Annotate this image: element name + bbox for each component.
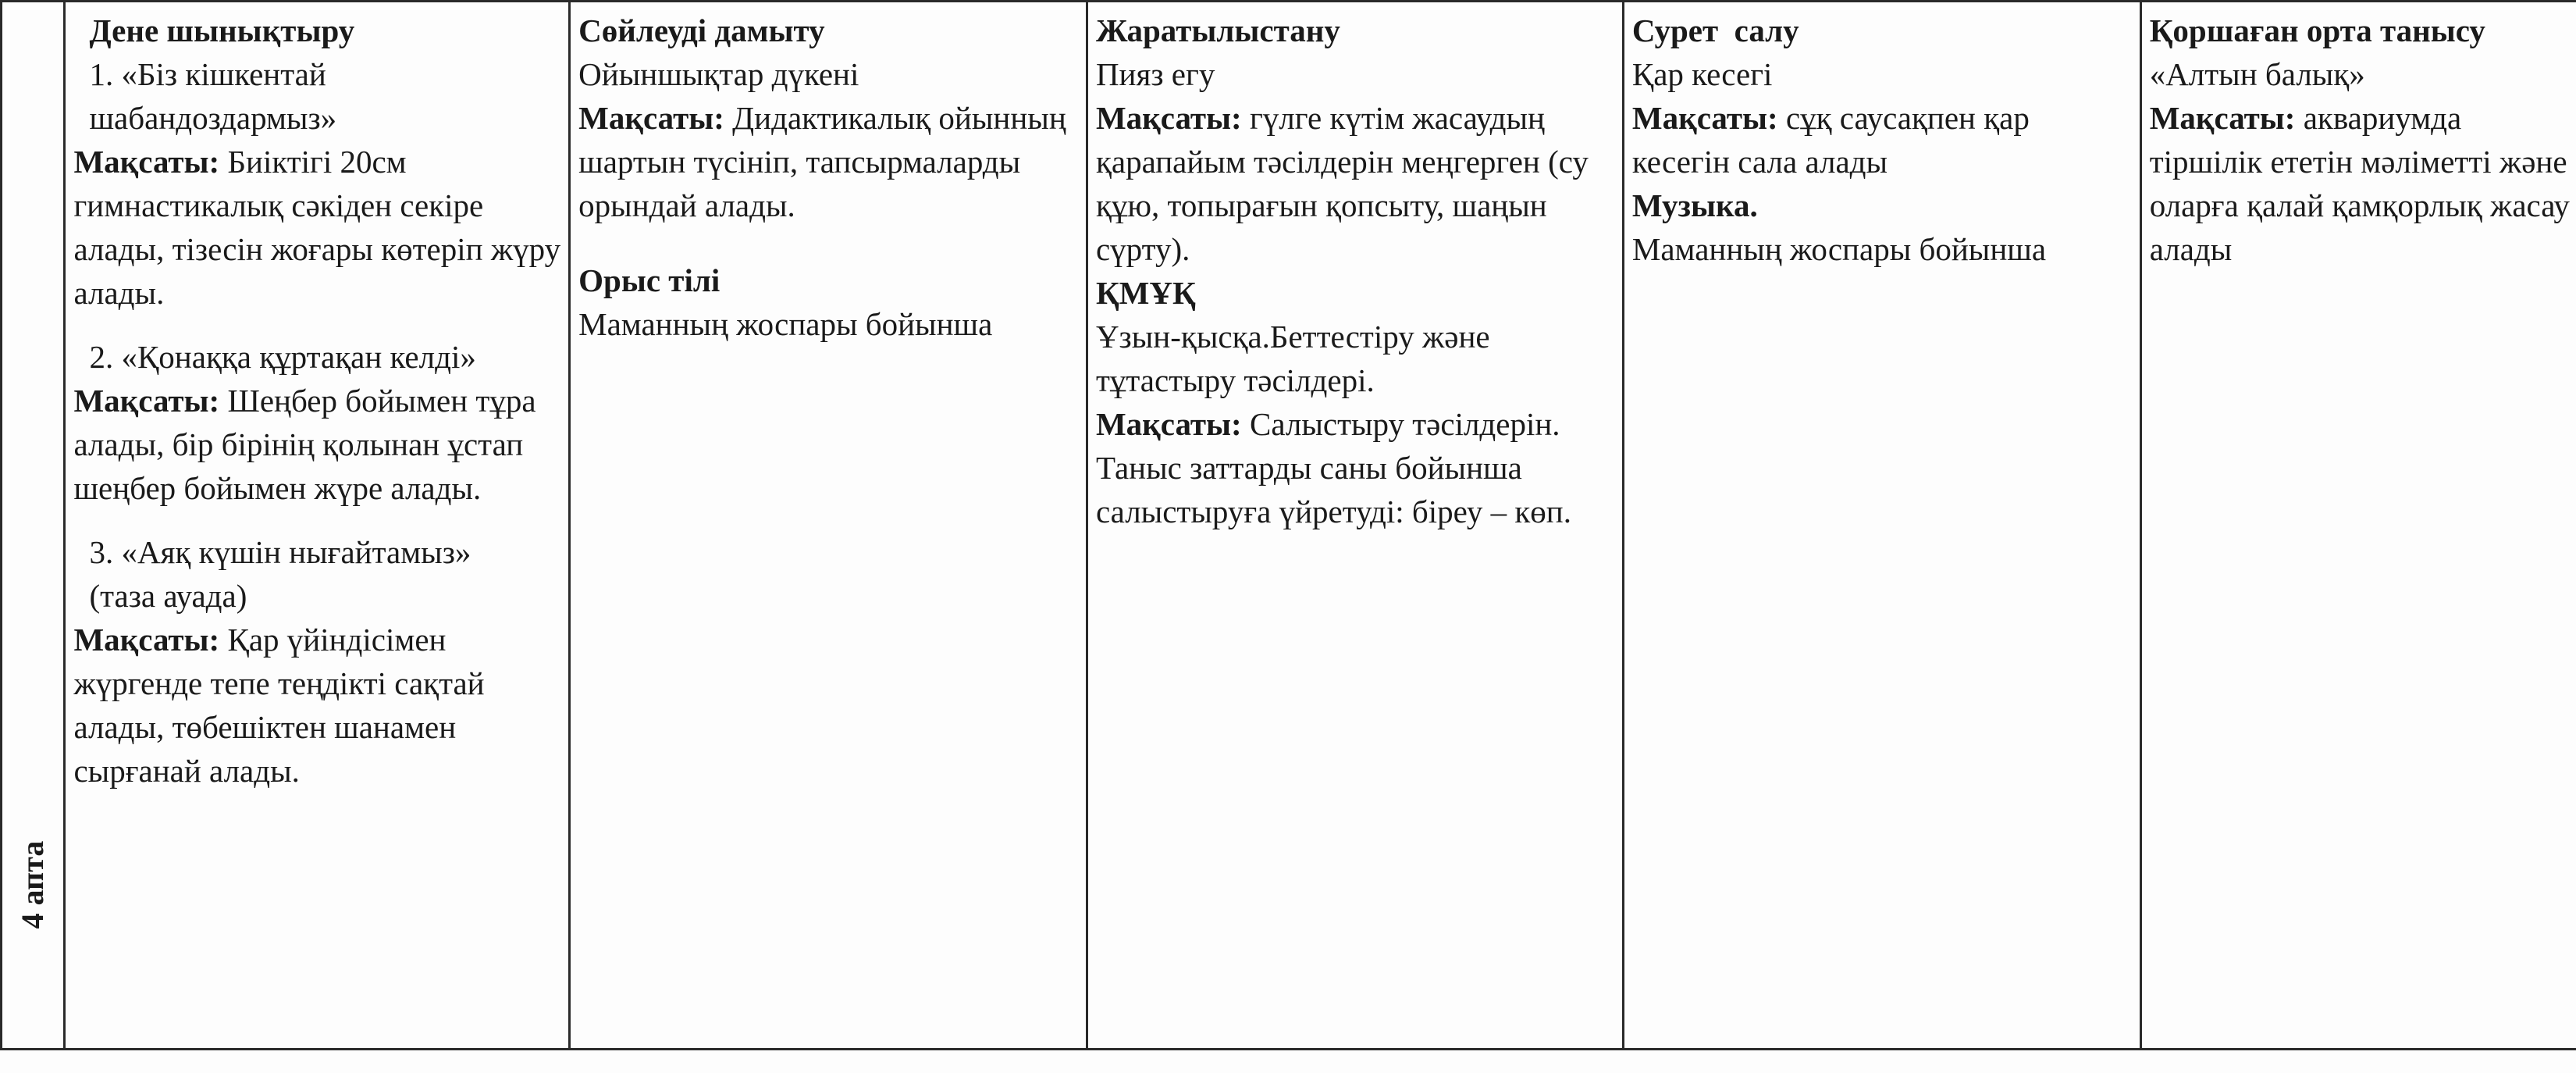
column-title: Жаратылыстану bbox=[1095, 12, 1340, 48]
activity-goal bbox=[1096, 96, 1614, 271]
activity-title: 1. «Біз кішкентай шабандоздармыз» bbox=[89, 56, 337, 136]
column-title: Сурет салу bbox=[1631, 12, 1799, 48]
goal-label: Мақсаты: bbox=[578, 100, 724, 136]
subsection-title: Музыка. bbox=[1631, 187, 1758, 223]
goal-text: аквариумда тіршілік ететін мәліметті және оларға қалай қамқорлық жасау алады bbox=[2149, 100, 2570, 267]
week-cell bbox=[2, 2, 65, 1050]
column-drawing bbox=[1623, 2, 2140, 1050]
subsection-title: ҚМҰҚ bbox=[1095, 275, 1196, 311]
goal-label: Мақсаты: bbox=[1095, 406, 1242, 442]
goal-label: Мақсаты bbox=[1631, 100, 1767, 136]
goal-text: Шеңбер бойымен тұра алады, бір бірінің қолынан ұстап шеңбер бойымен жүре алады. bbox=[73, 383, 536, 506]
column-title: Сөйлеуді дамыту bbox=[578, 12, 825, 48]
activity-goal bbox=[1096, 402, 1614, 533]
activity-goal bbox=[2150, 96, 2574, 271]
column-title: Қоршаған орта танысу bbox=[2149, 12, 2485, 48]
activity-goal bbox=[73, 140, 560, 315]
goal-text: Биіктігі 20см гимнастикалық сәкіден секіре алады, тізесін жоғары көтеріп жүру алады. bbox=[73, 144, 561, 311]
topic: Ойыншықтар дүкені bbox=[578, 56, 859, 92]
activity-title: 3. «Аяқ күшін нығайтамыз» (таза ауада) bbox=[89, 534, 511, 614]
column-environment bbox=[2140, 2, 2576, 1050]
goal-text: Қар үйіндісімен жүргенде тепе теңдікті сақтай алады, төбешіктен шанамен сырғанай алады. bbox=[73, 622, 485, 789]
subsection-text: Ұзын-қысқа.Беттестіру және тұтастыру тәсілдері. bbox=[1095, 319, 1490, 398]
table-row bbox=[2, 2, 2576, 1050]
activity-goal bbox=[73, 379, 560, 510]
activity-goal bbox=[73, 618, 560, 793]
goal-label: Мақсаты: bbox=[73, 144, 220, 180]
topic: Қар кесегі bbox=[1631, 56, 1773, 92]
goal-text: Дидактикалық ойынның шартын түсініп, тапсырмаларды орындай алады. bbox=[578, 100, 1066, 223]
column-speech-development bbox=[570, 2, 1087, 1050]
subsection-text: Маманның жоспары бойынша bbox=[1631, 231, 2047, 267]
goal-text: сұқ саусақпен қар кесегін сала алады bbox=[1631, 100, 2030, 180]
goal-text: Салыстыру тәсілдерін. Таныс заттарды саны бойынша салыстыруға үйретуді: біреу – көп. bbox=[1095, 406, 1571, 529]
column-physical-education bbox=[65, 2, 570, 1050]
goal-text: гүлге күтім жасаудың қарапайым тәсілдерін меңгерген (су құю, топырағын қопсыту, шаңын сүрту). bbox=[1095, 100, 1589, 267]
goal-label: Мақсаты: bbox=[73, 622, 220, 658]
column-natural-science bbox=[1087, 2, 1623, 1050]
subsection-title: Орыс тілі bbox=[578, 262, 720, 298]
activity-goal bbox=[578, 96, 1078, 227]
subsection-text: Маманның жоспары бойынша bbox=[578, 306, 993, 342]
topic: «Алтын балық» bbox=[2149, 56, 2365, 92]
activity-goal: Мақсаты: сұқ саусақпен қар кесегін сала алады bbox=[1631, 100, 2030, 180]
activity-title: 2. «Қонаққа құртақан келді» bbox=[89, 339, 476, 375]
goal-label: Мақсаты: bbox=[2149, 100, 2296, 136]
column-title: Дене шынықтыру bbox=[89, 12, 355, 48]
goal-label: Мақсаты: bbox=[1095, 100, 1242, 136]
topic: Пияз егу bbox=[1095, 56, 1215, 92]
goal-label: Мақсаты: bbox=[73, 383, 220, 419]
week-label: 4 апта bbox=[15, 840, 51, 929]
